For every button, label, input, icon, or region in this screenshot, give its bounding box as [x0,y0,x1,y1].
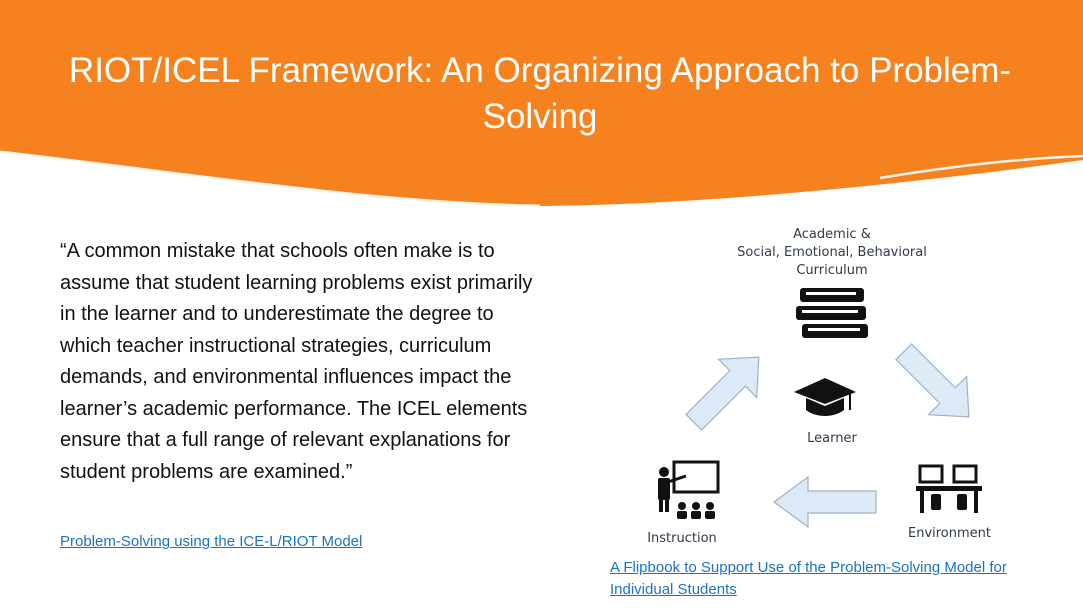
arrow-icon [882,330,992,440]
teacher-classroom-icon [652,458,724,526]
instruction-label: Instruction [647,531,717,546]
desks-icon [914,462,984,518]
graduation-cap-icon [792,374,858,422]
environment-label: Environment [907,526,991,541]
curriculum-label-line3: Curriculum [796,263,868,278]
books-icon [794,282,874,352]
quote-source-link[interactable]: Problem-Solving using the ICE-L/RIOT Model [60,533,363,550]
icel-diagram [612,222,1032,552]
learner-label: Learner [807,431,857,446]
arrow-icon [770,474,882,530]
arrow-icon [672,334,782,444]
quote-text: “A common mistake that schools often make is to assume that student learning problems exist primarily in the learner and to underestimate the degree to which teacher instructional strategies, curriculum demands, and environmental influences impact the learner’s academic performance. The ICEL elements ensure that a full range of relevant explanations for student problems are examined.” [60,240,533,483]
slide-title: RIOT/ICEL Framework: An Organizing Approach to Problem-Solving [68,51,1012,136]
curriculum-label-line2: Social, Emotional, Behavioral [737,245,927,260]
curriculum-label [692,226,972,280]
flipbook-link[interactable]: A Flipbook to Support Use of the Problem-Solving Model for Individual Students [610,559,1007,598]
curriculum-label-line1: Academic & [793,227,871,242]
